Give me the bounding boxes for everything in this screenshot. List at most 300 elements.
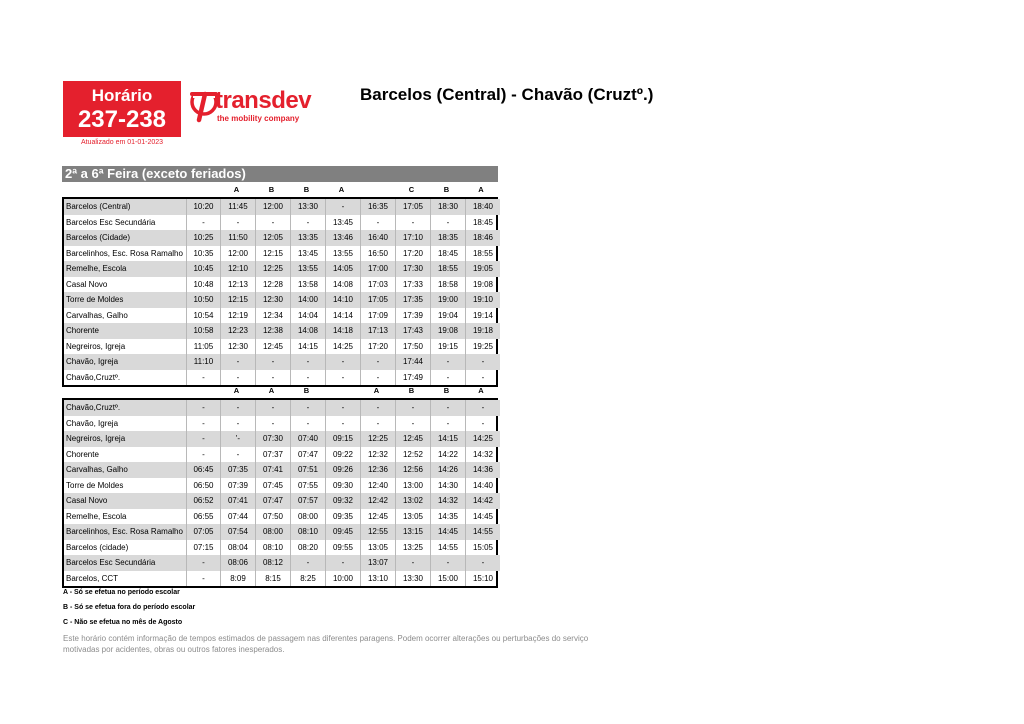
time-cell: -	[361, 400, 396, 416]
time-cell: 13:05	[396, 509, 431, 525]
table-row	[64, 230, 496, 246]
stop-name: Torre de Moldes	[64, 292, 187, 308]
time-cell: 19:10	[466, 292, 500, 308]
time-cell: 12:45	[256, 339, 291, 355]
legend-cell	[62, 182, 185, 197]
time-cell: -	[256, 215, 291, 231]
time-cell: 14:55	[466, 524, 500, 540]
time-cell: 14:15	[291, 339, 326, 355]
time-cell: 18:35	[431, 230, 466, 246]
time-cell: 14:45	[431, 524, 466, 540]
time-cell: 07:15	[187, 540, 221, 556]
time-cell: 19:05	[466, 261, 500, 277]
time-cell: 07:30	[256, 431, 291, 447]
outbound-table	[62, 197, 498, 387]
time-cell: 07:54	[221, 524, 256, 540]
time-cell: -	[221, 416, 256, 432]
legend-cell	[62, 383, 185, 398]
time-cell: 13:15	[396, 524, 431, 540]
time-cell: 12:00	[221, 246, 256, 262]
time-cell: 19:08	[431, 323, 466, 339]
updated-date: Atualizado em 01-01-2023	[80, 139, 164, 146]
time-cell: 18:55	[431, 261, 466, 277]
table-row	[64, 292, 496, 308]
time-cell: 16:50	[361, 246, 396, 262]
time-cell: 14:08	[291, 323, 326, 339]
time-cell: 14:55	[431, 540, 466, 556]
time-cell: 13:55	[291, 261, 326, 277]
legend-cell	[324, 383, 359, 398]
time-cell: -	[361, 416, 396, 432]
time-cell: 18:58	[431, 277, 466, 293]
time-cell: 12:55	[361, 524, 396, 540]
table-row	[64, 509, 496, 525]
time-cell: 18:45	[472, 217, 494, 227]
time-cell: -	[291, 400, 326, 416]
time-cell: 12:38	[256, 323, 291, 339]
time-cell: 13:07	[361, 555, 396, 571]
notes	[63, 587, 623, 655]
time-cell: 09:26	[326, 462, 361, 478]
time-cell: -	[466, 354, 500, 370]
stop-name: Chavão, Igreja	[64, 416, 187, 432]
table-row	[64, 261, 496, 277]
legend-cell: A	[478, 185, 484, 194]
legend-cell: A	[478, 386, 484, 395]
time-cell: 10:35	[187, 246, 221, 262]
time-cell: -	[291, 416, 326, 432]
legend-cell	[185, 182, 219, 197]
time-cell: 06:45	[187, 462, 221, 478]
time-cell: 07:47	[256, 493, 291, 509]
time-cell: -	[187, 400, 221, 416]
time-cell: 17:20	[396, 246, 431, 262]
time-cell: 08:20	[291, 540, 326, 556]
time-cell: -	[431, 354, 466, 370]
time-cell: -	[221, 370, 256, 386]
time-cell: 19:18	[466, 323, 500, 339]
time-cell: 17:05	[361, 292, 396, 308]
time-cell: 14:36	[466, 462, 500, 478]
time-cell: -	[187, 571, 221, 587]
time-cell: 07:44	[221, 509, 256, 525]
time-cell: 10:50	[187, 292, 221, 308]
time-cell: 13:30	[291, 199, 326, 215]
time-cell: 17:30	[396, 261, 431, 277]
time-cell: -	[187, 416, 221, 432]
time-cell: -	[326, 370, 361, 386]
schedule-outbound	[62, 166, 498, 387]
note-c: C - Não se efetua no mês de Agosto	[63, 619, 183, 626]
table-row	[64, 447, 496, 463]
time-cell: 18:40	[466, 199, 500, 215]
time-cell: 13:10	[361, 571, 396, 587]
time-cell: 07:35	[221, 462, 256, 478]
time-cell: 11:10	[187, 354, 221, 370]
time-cell: 14:32	[472, 449, 494, 459]
time-cell: 13:00	[396, 478, 431, 494]
time-cell: 12:00	[256, 199, 291, 215]
time-cell: 17:09	[361, 308, 396, 324]
time-cell: -	[396, 400, 431, 416]
stop-name: Chorente	[64, 323, 187, 339]
stop-name: Barcelos (Central)	[64, 199, 187, 215]
time-cell: 13:55	[326, 246, 361, 262]
stop-name: Barcelinhos, Esc. Rosa Ramalho	[64, 246, 187, 262]
time-cell: 09:30	[326, 478, 361, 494]
time-cell: 11:50	[221, 230, 256, 246]
time-cell: 11:05	[187, 339, 221, 355]
time-cell: 17:43	[396, 323, 431, 339]
time-cell: 12:25	[256, 261, 291, 277]
time-cell: 10:45	[187, 261, 221, 277]
time-cell: 18:55	[472, 248, 494, 258]
time-cell: 08:12	[256, 555, 291, 571]
table-row	[64, 555, 496, 571]
time-cell: 18:46	[466, 230, 500, 246]
time-cell: 12:13	[221, 277, 256, 293]
time-cell: 06:55	[187, 509, 221, 525]
time-cell: 15:00	[431, 571, 466, 587]
time-cell: 14:45	[472, 511, 494, 521]
time-cell: 15:10	[472, 573, 494, 583]
time-cell: 17:10	[396, 230, 431, 246]
time-cell: 12:30	[256, 292, 291, 308]
time-cell: 17:13	[361, 323, 396, 339]
time-cell: 14:15	[431, 431, 466, 447]
time-cell: 12:15	[221, 292, 256, 308]
time-cell: 17:49	[396, 370, 431, 386]
time-cell: -	[431, 215, 466, 231]
stop-name: Barcelos, CCT	[64, 571, 187, 587]
legend-cell: B	[443, 386, 450, 395]
time-cell: 13:45	[291, 246, 326, 262]
time-cell: 12:19	[221, 308, 256, 324]
stop-name: Barcelos (cidade)	[64, 540, 187, 556]
time-cell: -	[187, 370, 221, 386]
time-cell: 09:45	[326, 524, 361, 540]
time-cell: 12:45	[396, 431, 431, 447]
stop-name: Negreiros, Igreja	[64, 431, 187, 447]
time-cell: -	[481, 418, 485, 428]
logo-tagline: the mobility company	[217, 114, 300, 123]
time-cell: 12:40	[361, 478, 396, 494]
time-cell: -	[291, 354, 326, 370]
time-cell: 8:25	[291, 571, 326, 587]
time-cell: 14:04	[291, 308, 326, 324]
time-cell: 13:02	[396, 493, 431, 509]
time-cell: 19:00	[431, 292, 466, 308]
time-cell: 14:22	[431, 447, 466, 463]
table-row	[64, 431, 496, 447]
time-cell: -	[221, 400, 256, 416]
stop-name: Chorente	[64, 447, 187, 463]
time-cell: 13:45	[326, 215, 361, 231]
legend-cell: A	[268, 386, 275, 395]
table-row	[64, 339, 496, 355]
time-cell: 12:56	[396, 462, 431, 478]
time-cell: 17:33	[396, 277, 431, 293]
stop-name: Carvalhas, Galho	[64, 462, 187, 478]
time-cell: 07:37	[256, 447, 291, 463]
time-cell: 14:30	[431, 478, 466, 494]
time-cell: 14:35	[431, 509, 466, 525]
time-cell: -	[396, 215, 431, 231]
table-row	[64, 199, 496, 215]
time-cell: 14:00	[291, 292, 326, 308]
legend-cell: A	[373, 386, 380, 395]
time-cell: 19:15	[431, 339, 466, 355]
time-cell: 12:52	[396, 447, 431, 463]
time-cell: 17:05	[396, 199, 431, 215]
time-cell: 09:35	[326, 509, 361, 525]
time-cell: -	[256, 416, 291, 432]
legend-cell: B	[303, 386, 310, 395]
time-cell: 14:18	[326, 323, 361, 339]
time-cell: 08:10	[291, 524, 326, 540]
time-cell: 14:26	[431, 462, 466, 478]
time-cell: -	[187, 447, 221, 463]
time-cell: 07:47	[291, 447, 326, 463]
time-cell: -	[221, 215, 256, 231]
time-cell: -	[326, 400, 361, 416]
stop-name: Barcelos Esc Secundária	[64, 215, 187, 231]
time-cell: 13:25	[396, 540, 431, 556]
time-cell: 10:00	[326, 571, 361, 587]
time-cell: 07:50	[256, 509, 291, 525]
time-cell: 14:10	[326, 292, 361, 308]
time-cell: 17:00	[361, 261, 396, 277]
time-cell: 10:48	[187, 277, 221, 293]
legend-cell	[359, 182, 394, 197]
time-cell: -	[466, 555, 500, 571]
time-cell: 07:57	[291, 493, 326, 509]
route-number-box	[63, 81, 181, 137]
disclaimer: Este horário contém informação de tempos estimados de passagem nas diferentes paragens. Podem ocorrer alterações ou perturbações do serviço motivadas por acidentes, obras ou outros fatores inesperados.	[63, 634, 589, 654]
time-cell: -	[187, 555, 221, 571]
time-cell: 8:09	[221, 571, 256, 587]
time-cell: 12:32	[361, 447, 396, 463]
time-cell: 17:20	[361, 339, 396, 355]
time-cell: 12:42	[361, 493, 396, 509]
schedule-inbound	[62, 383, 498, 588]
time-cell: 12:25	[361, 431, 396, 447]
time-cell: -	[221, 354, 256, 370]
table-row	[64, 323, 496, 339]
time-cell: -	[291, 370, 326, 386]
stop-name: Casal Novo	[64, 493, 187, 509]
time-cell: 13:30	[396, 571, 431, 587]
time-cell: 12:28	[256, 277, 291, 293]
route-title: Barcelos (Central) - Chavão (Cruztº.)	[360, 85, 654, 104]
time-cell: -	[326, 555, 361, 571]
time-cell: '-	[221, 431, 256, 447]
stop-name: Torre de Moldes	[64, 478, 187, 494]
time-cell: 8:15	[256, 571, 291, 587]
time-cell: 07:45	[256, 478, 291, 494]
time-cell: 08:00	[291, 509, 326, 525]
time-cell: 07:51	[291, 462, 326, 478]
time-cell: 12:10	[221, 261, 256, 277]
time-cell: 09:32	[326, 493, 361, 509]
table-row	[64, 308, 496, 324]
time-cell: 06:52	[187, 493, 221, 509]
time-cell: 13:35	[291, 230, 326, 246]
time-cell: 07:40	[291, 431, 326, 447]
time-cell: 18:45	[431, 246, 466, 262]
legend-cell: A	[338, 185, 345, 194]
time-cell: -	[326, 354, 361, 370]
time-cell: 17:35	[396, 292, 431, 308]
time-cell: -	[187, 431, 221, 447]
time-cell: -	[326, 416, 361, 432]
stop-name: Barcelos Esc Secundária	[64, 555, 187, 571]
time-cell: 18:30	[431, 199, 466, 215]
time-cell: 16:35	[361, 199, 396, 215]
time-cell: 13:46	[326, 230, 361, 246]
note-b: B - Só se efetua fora do período escolar	[63, 604, 196, 611]
time-cell: -	[256, 400, 291, 416]
horario-label: Horário	[91, 86, 153, 105]
stop-name: Barcelos (Cidade)	[64, 230, 187, 246]
time-cell: 16:40	[361, 230, 396, 246]
time-cell: -	[396, 555, 431, 571]
time-cell: 09:22	[326, 447, 361, 463]
time-cell: 12:30	[221, 339, 256, 355]
time-cell: 17:39	[396, 308, 431, 324]
time-cell: 14:05	[326, 261, 361, 277]
logo-wordmark: transdev	[215, 87, 312, 114]
time-cell: -	[481, 372, 485, 382]
time-cell: 14:40	[472, 480, 494, 490]
stop-name: Remelhe, Escola	[64, 509, 187, 525]
table-row	[64, 416, 496, 432]
time-cell: -	[361, 354, 396, 370]
time-cell: -	[396, 416, 431, 432]
time-cell: 14:25	[326, 339, 361, 355]
outbound-legend-row	[62, 182, 498, 197]
time-cell: -	[256, 370, 291, 386]
time-cell: -	[361, 370, 396, 386]
time-cell: 12:36	[361, 462, 396, 478]
table-row	[64, 478, 496, 494]
stop-name: Chavão,Cruztº.	[64, 370, 187, 386]
table-row	[64, 493, 496, 509]
day-type-header: 2ª a 6ª Feira (exceto feriados)	[62, 166, 498, 182]
transdev-logo	[189, 86, 312, 128]
table-row	[64, 524, 496, 540]
time-cell: -	[187, 215, 221, 231]
table-row	[64, 400, 496, 416]
table-row	[64, 462, 496, 478]
time-cell: 10:54	[187, 308, 221, 324]
time-cell: 12:15	[256, 246, 291, 262]
time-cell: 12:34	[256, 308, 291, 324]
time-cell: 13:58	[291, 277, 326, 293]
time-cell: 13:05	[361, 540, 396, 556]
time-cell: 14:14	[326, 308, 361, 324]
time-cell: 14:08	[326, 277, 361, 293]
time-cell: 09:15	[326, 431, 361, 447]
time-cell: 12:05	[256, 230, 291, 246]
time-cell: 07:41	[221, 493, 256, 509]
time-cell: 06:50	[187, 478, 221, 494]
legend-cell: A	[233, 386, 240, 395]
time-cell: 07:41	[256, 462, 291, 478]
time-cell: 12:45	[361, 509, 396, 525]
table-row	[64, 215, 496, 231]
time-cell: 10:20	[187, 199, 221, 215]
time-cell: -	[431, 416, 466, 432]
table-row	[64, 277, 496, 293]
time-cell: 17:50	[396, 339, 431, 355]
time-cell: 10:25	[187, 230, 221, 246]
time-cell: -	[431, 400, 466, 416]
time-cell: 19:08	[472, 279, 494, 289]
time-cell: 11:45	[221, 199, 256, 215]
time-cell: 14:25	[466, 431, 500, 447]
note-a: A - Só se efetua no período escolar	[63, 589, 180, 596]
time-cell: -	[466, 400, 500, 416]
time-cell: -	[291, 215, 326, 231]
stop-name: Carvalhas, Galho	[64, 308, 187, 324]
time-cell: 19:25	[472, 341, 494, 351]
stop-name: Remelhe, Escola	[64, 261, 187, 277]
time-cell: 09:55	[326, 540, 361, 556]
inbound-table	[62, 398, 498, 588]
table-row	[64, 354, 496, 370]
time-cell: 14:32	[431, 493, 466, 509]
time-cell: 19:14	[472, 310, 494, 320]
legend-cell: B	[268, 185, 275, 194]
legend-cell: B	[408, 386, 415, 395]
time-cell: -	[221, 447, 256, 463]
stop-name: Negreiros, Igreja	[64, 339, 187, 355]
table-row	[64, 540, 496, 556]
time-cell: -	[431, 370, 466, 386]
table-row	[64, 246, 496, 262]
stop-name: Chavão, Igreja	[64, 354, 187, 370]
time-cell: 08:04	[221, 540, 256, 556]
legend-cell: B	[303, 185, 310, 194]
time-cell: 15:05	[472, 542, 494, 552]
time-cell: 17:44	[396, 354, 431, 370]
stop-name: Chavão,Cruztº.	[64, 400, 187, 416]
time-cell: 12:23	[221, 323, 256, 339]
time-cell: 07:39	[221, 478, 256, 494]
time-cell: 10:58	[187, 323, 221, 339]
legend-cell	[185, 383, 219, 398]
time-cell: 07:55	[291, 478, 326, 494]
stop-name: Casal Novo	[64, 277, 187, 293]
time-cell: 08:06	[221, 555, 256, 571]
route-numbers: 237-238	[77, 106, 167, 133]
time-cell: -	[291, 555, 326, 571]
time-cell: 08:00	[256, 524, 291, 540]
time-cell: 17:03	[361, 277, 396, 293]
time-cell: 19:04	[431, 308, 466, 324]
stop-name: Barcelinhos, Esc. Rosa Ramalho	[64, 524, 187, 540]
time-cell: 14:42	[466, 493, 500, 509]
legend-cell: C	[408, 185, 415, 194]
time-cell: -	[326, 199, 361, 215]
time-cell: 08:10	[256, 540, 291, 556]
time-cell: 07:05	[187, 524, 221, 540]
time-cell: -	[431, 555, 466, 571]
time-cell: -	[361, 215, 396, 231]
legend-cell: A	[233, 185, 240, 194]
inbound-legend-row	[62, 383, 498, 398]
